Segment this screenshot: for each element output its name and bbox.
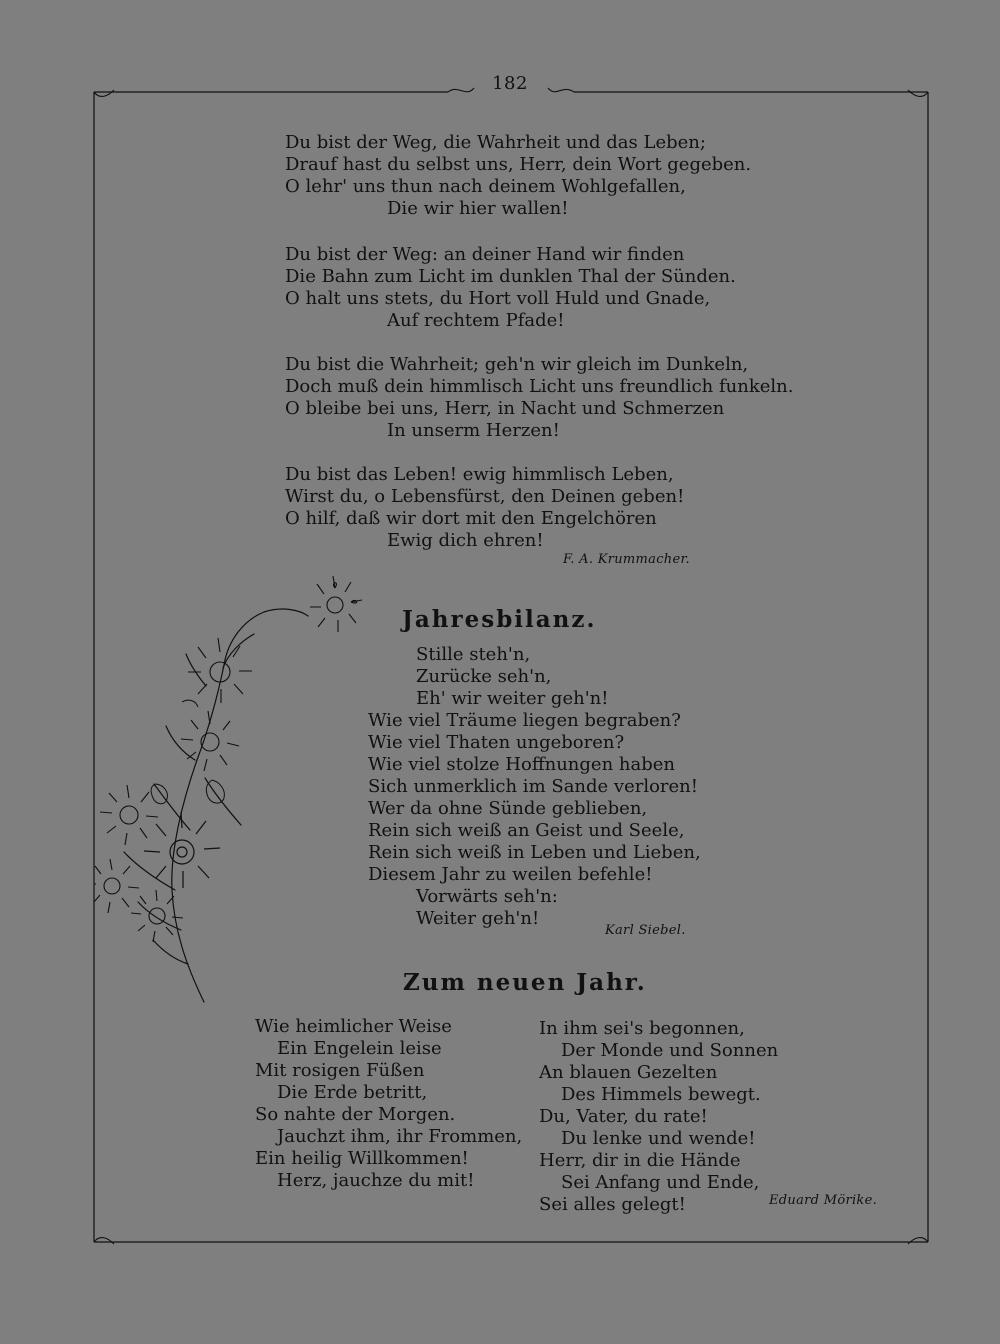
poem2-line: Sich unmerklich im Sande verloren! <box>368 776 699 797</box>
poem1-stanza-1 <box>285 132 751 220</box>
poem3-right-line: Herr, dir in die Hände <box>539 1150 741 1171</box>
poem2-line: Rein sich weiß an Geist und Seele, <box>368 820 685 841</box>
poem3-right-line: Der Monde und Sonnen <box>561 1040 779 1061</box>
daisy-illustration <box>94 570 379 1010</box>
poem1-line: Ewig dich ehren! <box>387 530 544 551</box>
poem2-line: Wer da ohne Sünde geblieben, <box>368 798 648 819</box>
poem3-title: Zum neuen Jahr. <box>403 969 647 996</box>
poem3-right-column <box>539 1018 778 1216</box>
poem1-line: Du bist die Wahrheit; geh'n wir gleich im Dunkeln, <box>285 354 749 375</box>
poem2-title: Jahresbilanz. <box>402 606 597 633</box>
poem2-line: Eh' wir weiter geh'n! <box>416 688 609 709</box>
poem1-line: Du bist der Weg: an deiner Hand wir finden <box>285 244 685 265</box>
poem2-line: Stille steh'n, <box>416 644 531 665</box>
poem1-line: Drauf hast du selbst uns, Herr, dein Wort gegeben. <box>285 154 752 175</box>
poem2-line: Diesem Jahr zu weilen befehle! <box>368 864 653 885</box>
poem2-body <box>368 644 701 930</box>
poem3-left-line: Wie heimlicher Weise <box>255 1016 452 1037</box>
poem1-line: O halt uns stets, du Hort voll Huld und Gnade, <box>285 288 711 309</box>
poem1-line: In unserm Herzen! <box>387 420 560 441</box>
poem3-right-line: Sei alles gelegt! <box>539 1194 686 1215</box>
poem2-author: Karl Siebel. <box>605 923 686 938</box>
poem1-stanza-3 <box>285 354 793 442</box>
poem3-left-line: Ein Engelein leise <box>277 1038 442 1059</box>
poem1-line: Wirst du, o Lebensfürst, den Deinen geben! <box>285 486 685 507</box>
poem1-line: Doch muß dein himmlisch Licht uns freundlich funkeln. <box>285 376 794 397</box>
poem3-right-line: In ihm sei's begonnen, <box>539 1018 745 1039</box>
poem1-line: Auf rechtem Pfade! <box>387 310 565 331</box>
poem3-right-line: Du lenke und wende! <box>561 1128 756 1149</box>
poem1-line: Du bist der Weg, die Wahrheit und das Leben; <box>285 132 706 153</box>
poem1-line: Du bist das Leben! ewig himmlisch Leben, <box>285 464 674 485</box>
poem1-stanza-2 <box>285 244 736 332</box>
poem3-left-line: Die Erde betritt, <box>277 1082 428 1103</box>
poem3-right-line: An blauen Gezelten <box>539 1062 718 1083</box>
poem2-line: Wie viel stolze Hoffnungen haben <box>368 754 675 775</box>
poem1-line: O bleibe bei uns, Herr, in Nacht und Schmerzen <box>285 398 725 419</box>
poem3-right-line: Sei Anfang und Ende, <box>561 1172 760 1193</box>
poem1-stanza-4 <box>285 464 684 552</box>
poem2-line: Zurücke seh'n, <box>416 666 552 687</box>
poem1-line: O hilf, daß wir dort mit den Engelchören <box>285 508 657 529</box>
poem3-left-column <box>255 1016 522 1192</box>
poem2-line: Wie viel Träume liegen begraben? <box>368 710 681 731</box>
poem2-line: Rein sich weiß in Leben und Lieben, <box>368 842 701 863</box>
poem1-line: O lehr' uns thun nach deinem Wohlgefallen, <box>285 176 686 197</box>
poem2-line: Vorwärts seh'n: <box>416 886 558 907</box>
poem1-line: Die Bahn zum Licht im dunklen Thal der Sünden. <box>285 266 736 287</box>
poem3-left-line: Jauchzt ihm, ihr Frommen, <box>277 1126 523 1147</box>
poem3-right-line: Des Himmels bewegt. <box>561 1084 761 1105</box>
poem3-right-line: Du, Vater, du rate! <box>539 1106 708 1127</box>
poem3-left-line: Mit rosigen Füßen <box>255 1060 425 1081</box>
page-number: 182 <box>492 73 528 94</box>
poem3-left-line: So nahte der Morgen. <box>255 1104 456 1125</box>
poem2-line: Wie viel Thaten ungeboren? <box>368 732 625 753</box>
poem3-left-line: Ein heilig Willkommen! <box>255 1148 469 1169</box>
poem3-left-line: Herz, jauchze du mit! <box>277 1170 475 1191</box>
poem2-line: Weiter geh'n! <box>416 908 540 929</box>
poem1-line: Die wir hier wallen! <box>387 198 569 219</box>
poem1-author: F. A. Krummacher. <box>563 552 690 567</box>
poem3-author: Eduard Mörike. <box>769 1193 878 1208</box>
